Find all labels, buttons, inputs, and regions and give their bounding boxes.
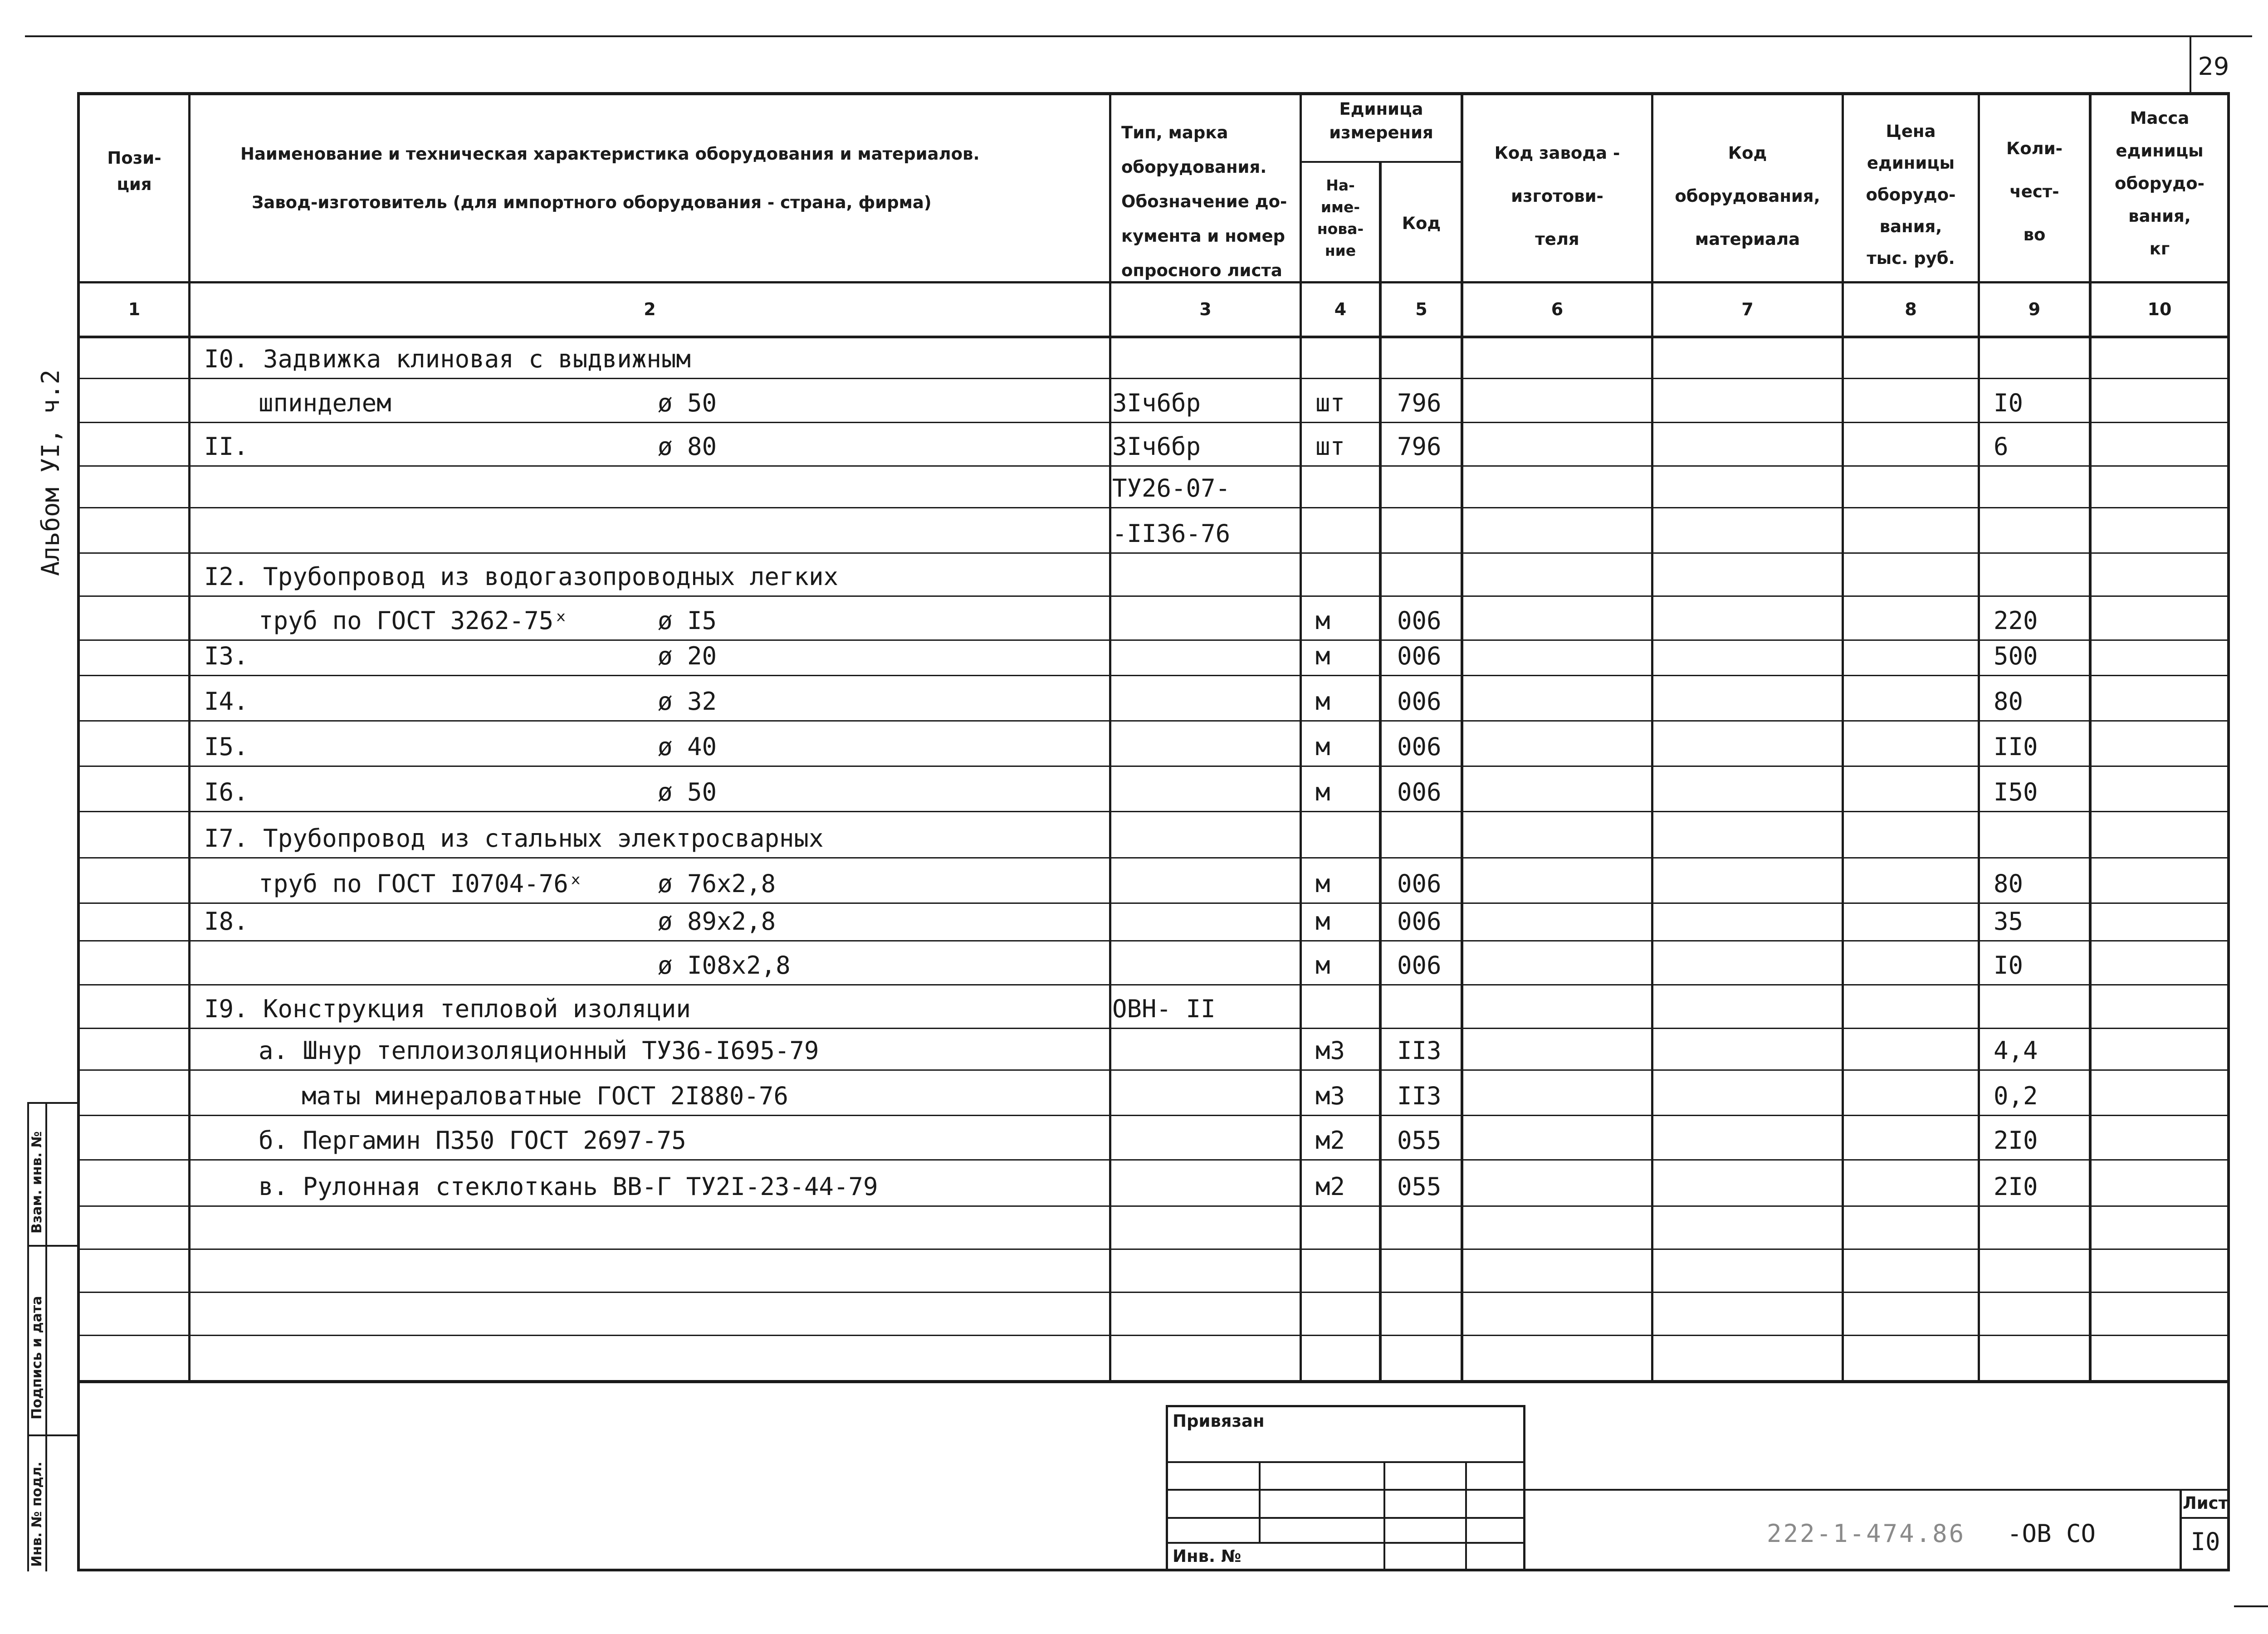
colnum-2: 2 xyxy=(644,299,656,319)
row-diameter: ø I5 xyxy=(658,606,717,635)
row-code: 006 xyxy=(1397,869,1442,898)
row-code: II3 xyxy=(1397,1082,1442,1110)
row-type: ТУ26-07- xyxy=(1112,474,1231,502)
stamp-top-line xyxy=(77,1381,2230,1383)
row-name: I6. xyxy=(204,778,249,806)
row-name: шпинделем xyxy=(259,389,391,417)
row-code: II3 xyxy=(1397,1036,1442,1065)
frame-bottom-line xyxy=(77,1569,2230,1571)
row-diameter: ø 50 xyxy=(658,389,717,417)
row-diameter: ø 20 xyxy=(658,642,717,670)
row-code: 796 xyxy=(1397,389,1442,417)
linked-box-left xyxy=(1166,1405,1168,1571)
row-divider xyxy=(77,940,2230,941)
row-divider xyxy=(77,720,2230,722)
linked-box-h3 xyxy=(1166,1517,1524,1519)
row-divider xyxy=(77,465,2230,467)
row-code: 796 xyxy=(1397,432,1442,461)
row-quantity: 35 xyxy=(1994,907,2024,936)
colnum-5: 5 xyxy=(1415,299,1427,319)
row-divider xyxy=(77,1159,2230,1161)
row-name: труб по ГОСТ I0704-76ˣ xyxy=(259,869,583,898)
row-unit: м xyxy=(1315,687,1330,716)
row-divider xyxy=(77,1028,2230,1029)
row-divider xyxy=(77,1069,2230,1071)
row-code: 006 xyxy=(1397,687,1442,716)
col-line-4 xyxy=(1379,161,1382,1382)
row-name: I5. xyxy=(204,732,249,761)
row-unit: м3 xyxy=(1315,1036,1345,1065)
col-line-2 xyxy=(1109,92,1111,1382)
document-suffix: -ОВ СО xyxy=(2007,1519,2096,1548)
sign-date-label: Подпись и дата xyxy=(29,1296,45,1419)
row-unit: м xyxy=(1315,869,1330,898)
left-stamp-div2 xyxy=(27,1434,77,1436)
hdr-col9: Коли- чест- во xyxy=(2006,139,2063,244)
row-code: 006 xyxy=(1397,778,1442,806)
row-unit: м xyxy=(1315,606,1330,635)
col-line-6 xyxy=(1651,92,1653,1382)
row-unit: шт xyxy=(1315,432,1345,461)
col-line-9 xyxy=(2089,92,2092,1382)
row-name: труб по ГОСТ 3262-75ˣ xyxy=(259,606,568,635)
hdr-col1: Пози- ция xyxy=(107,148,161,194)
row-diameter: ø 32 xyxy=(658,687,717,716)
row-divider xyxy=(77,984,2230,985)
hdr-col2-line1: Наименование и техническая характеристика оборудования и материалов. xyxy=(240,144,980,164)
linked-box-h1 xyxy=(1166,1461,1524,1463)
row-quantity: 80 xyxy=(1994,869,2024,898)
row-code: 006 xyxy=(1397,606,1442,635)
linked-label: Привязан xyxy=(1173,1411,1265,1431)
col-line-1 xyxy=(188,92,191,1382)
row-unit: м xyxy=(1315,951,1330,980)
row-unit: м3 xyxy=(1315,1082,1345,1110)
row-divider xyxy=(77,811,2230,812)
row-divider xyxy=(77,1249,2230,1250)
row-diameter: ø 80 xyxy=(658,432,717,461)
row-quantity: 4,4 xyxy=(1994,1036,2038,1065)
row-type: -II36-76 xyxy=(1112,519,1231,548)
row-unit: м2 xyxy=(1315,1172,1345,1201)
document-code: 222-1-474.86 xyxy=(1767,1519,1966,1548)
corner-mark xyxy=(2234,1605,2268,1607)
page-number-box-left xyxy=(2190,35,2191,93)
hdr-col8: Цена единицы оборудо- вания, тыс. руб. xyxy=(1866,122,1956,268)
row-quantity: 6 xyxy=(1994,432,2009,461)
row-type: ОВН- II xyxy=(1112,995,1216,1023)
row-unit: шт xyxy=(1315,389,1345,417)
row-name: I8. xyxy=(204,907,249,936)
row-code: 006 xyxy=(1397,642,1442,670)
colnum-8: 8 xyxy=(1905,299,1917,319)
row-code: 006 xyxy=(1397,951,1442,980)
page-number: 29 xyxy=(2198,52,2229,81)
left-stamp-div1 xyxy=(27,1245,77,1247)
row-type: 3Iч6бр xyxy=(1112,389,1201,417)
row-divider xyxy=(77,857,2230,858)
row-diameter: ø 50 xyxy=(658,778,717,806)
row-divider xyxy=(77,552,2230,554)
row-unit: м xyxy=(1315,907,1330,936)
row-name: I0. Задвижка клиновая с выдвижным xyxy=(204,345,691,373)
linked-box-h2 xyxy=(1166,1489,1524,1491)
linked-box-v2 xyxy=(1383,1461,1385,1570)
row-divider xyxy=(77,422,2230,423)
hdr-unit-title: Единица измерения xyxy=(1329,99,1433,142)
unit-sub-header-line xyxy=(1300,161,1463,163)
row-quantity: I50 xyxy=(1994,778,2038,806)
row-quantity: 0,2 xyxy=(1994,1082,2038,1110)
row-divider xyxy=(77,675,2230,676)
hdr-col5: Код xyxy=(1402,214,1441,233)
colnum-9: 9 xyxy=(2028,299,2041,319)
col-line-3 xyxy=(1300,92,1302,1382)
top-border-line xyxy=(25,35,2252,37)
row-diameter: ø 76x2,8 xyxy=(658,869,776,898)
row-quantity: I0 xyxy=(1994,389,2024,417)
row-quantity: II0 xyxy=(1994,732,2038,761)
row-name: б. Пергамин П350 ГОСТ 2697-75 xyxy=(259,1126,686,1155)
row-quantity: I0 xyxy=(1994,951,2024,980)
row-unit: м2 xyxy=(1315,1126,1345,1155)
hdr-col6: Код завода - изготови- теля xyxy=(1494,143,1620,249)
sheet-box-mid xyxy=(2180,1517,2230,1519)
row-divider xyxy=(77,1335,2230,1336)
row-quantity: 2I0 xyxy=(1994,1126,2038,1155)
row-divider xyxy=(77,1292,2230,1293)
row-name: а. Шнур теплоизоляционный ТУ36-I695-79 xyxy=(259,1036,819,1065)
row-name: I4. xyxy=(204,687,249,716)
orig-inv-label: Инв. № подл. xyxy=(29,1461,45,1567)
inv-no-label: Инв. № xyxy=(1173,1546,1242,1566)
col-line-5 xyxy=(1461,92,1463,1382)
col-line-8 xyxy=(1978,92,1980,1382)
row-name: I7. Трубопровод из стальных электросварных xyxy=(204,824,824,853)
colnum-3: 3 xyxy=(1199,299,1212,319)
colnum-4: 4 xyxy=(1334,299,1347,319)
col-line-7 xyxy=(1842,92,1844,1382)
row-name: I2. Трубопровод из водогазопроводных легких xyxy=(204,562,838,591)
row-code: 055 xyxy=(1397,1172,1442,1201)
hdr-col10: Масса единицы оборудо- вания, кг xyxy=(2115,108,2204,259)
colnum-10: 10 xyxy=(2147,299,2172,319)
colnum-7: 7 xyxy=(1741,299,1754,319)
row-quantity: 2I0 xyxy=(1994,1172,2038,1201)
row-diameter: ø 89x2,8 xyxy=(658,907,776,936)
left-stamp-top xyxy=(27,1102,77,1104)
linked-box-h4 xyxy=(1166,1542,1524,1544)
colnum-bottom-line xyxy=(77,336,2230,338)
row-name: I9. Конструкция тепловой изоляции xyxy=(204,995,691,1023)
row-divider xyxy=(77,1205,2230,1207)
hdr-col3: Тип, марка оборудования. Обозначение до- кумента и номер опросного листа xyxy=(1121,123,1287,280)
linked-box-v1 xyxy=(1259,1461,1261,1542)
colnum-1: 1 xyxy=(128,299,141,319)
row-divider xyxy=(77,378,2230,379)
row-code: 006 xyxy=(1397,907,1442,936)
colnum-6: 6 xyxy=(1551,299,1564,319)
sheet-label: Лист xyxy=(2183,1493,2229,1513)
title-block-line xyxy=(1524,1489,2230,1491)
hdr-col2-line2: Завод-изготовитель (для импортного оборудования - страна, фирма) xyxy=(252,193,932,212)
sheet-box-left xyxy=(2180,1489,2182,1571)
row-quantity: 500 xyxy=(1994,642,2038,670)
linked-box-right xyxy=(1523,1405,1525,1571)
left-stamp-inner xyxy=(45,1102,47,1571)
row-code: 055 xyxy=(1397,1126,1442,1155)
row-diameter: ø 40 xyxy=(658,732,717,761)
linked-box-v3 xyxy=(1465,1461,1467,1570)
row-name: маты минераловатные ГОСТ 2I880-76 xyxy=(302,1082,788,1110)
row-type: 3Iч6бр xyxy=(1112,432,1201,461)
sheet-number: I0 xyxy=(2190,1527,2220,1556)
row-name: в. Рулонная стеклоткань ВВ-Г ТУ2I-23-44-79 xyxy=(259,1172,878,1201)
row-quantity: 80 xyxy=(1994,687,2024,716)
row-name: I3. xyxy=(204,642,249,670)
table-top-line xyxy=(77,92,2227,95)
row-code: 006 xyxy=(1397,732,1442,761)
row-divider xyxy=(77,507,2230,508)
row-unit: м xyxy=(1315,732,1330,761)
hdr-col4: На- име- нова- ние xyxy=(1317,176,1364,259)
row-name: II. xyxy=(204,432,249,461)
row-divider xyxy=(77,595,2230,597)
hdr-col7: Код оборудования, материала xyxy=(1675,143,1820,249)
row-unit: м xyxy=(1315,642,1330,670)
linked-box-top xyxy=(1166,1405,1524,1407)
row-quantity: 220 xyxy=(1994,606,2038,635)
row-diameter: ø I08x2,8 xyxy=(658,951,791,980)
row-divider xyxy=(77,639,2230,641)
row-divider xyxy=(77,902,2230,904)
row-divider xyxy=(77,1115,2230,1116)
changed-inv-label: Взам. инв. № xyxy=(29,1131,45,1234)
row-divider xyxy=(77,766,2230,767)
album-label: Альбом УI, ч.2 xyxy=(36,369,65,576)
row-unit: м xyxy=(1315,778,1330,806)
